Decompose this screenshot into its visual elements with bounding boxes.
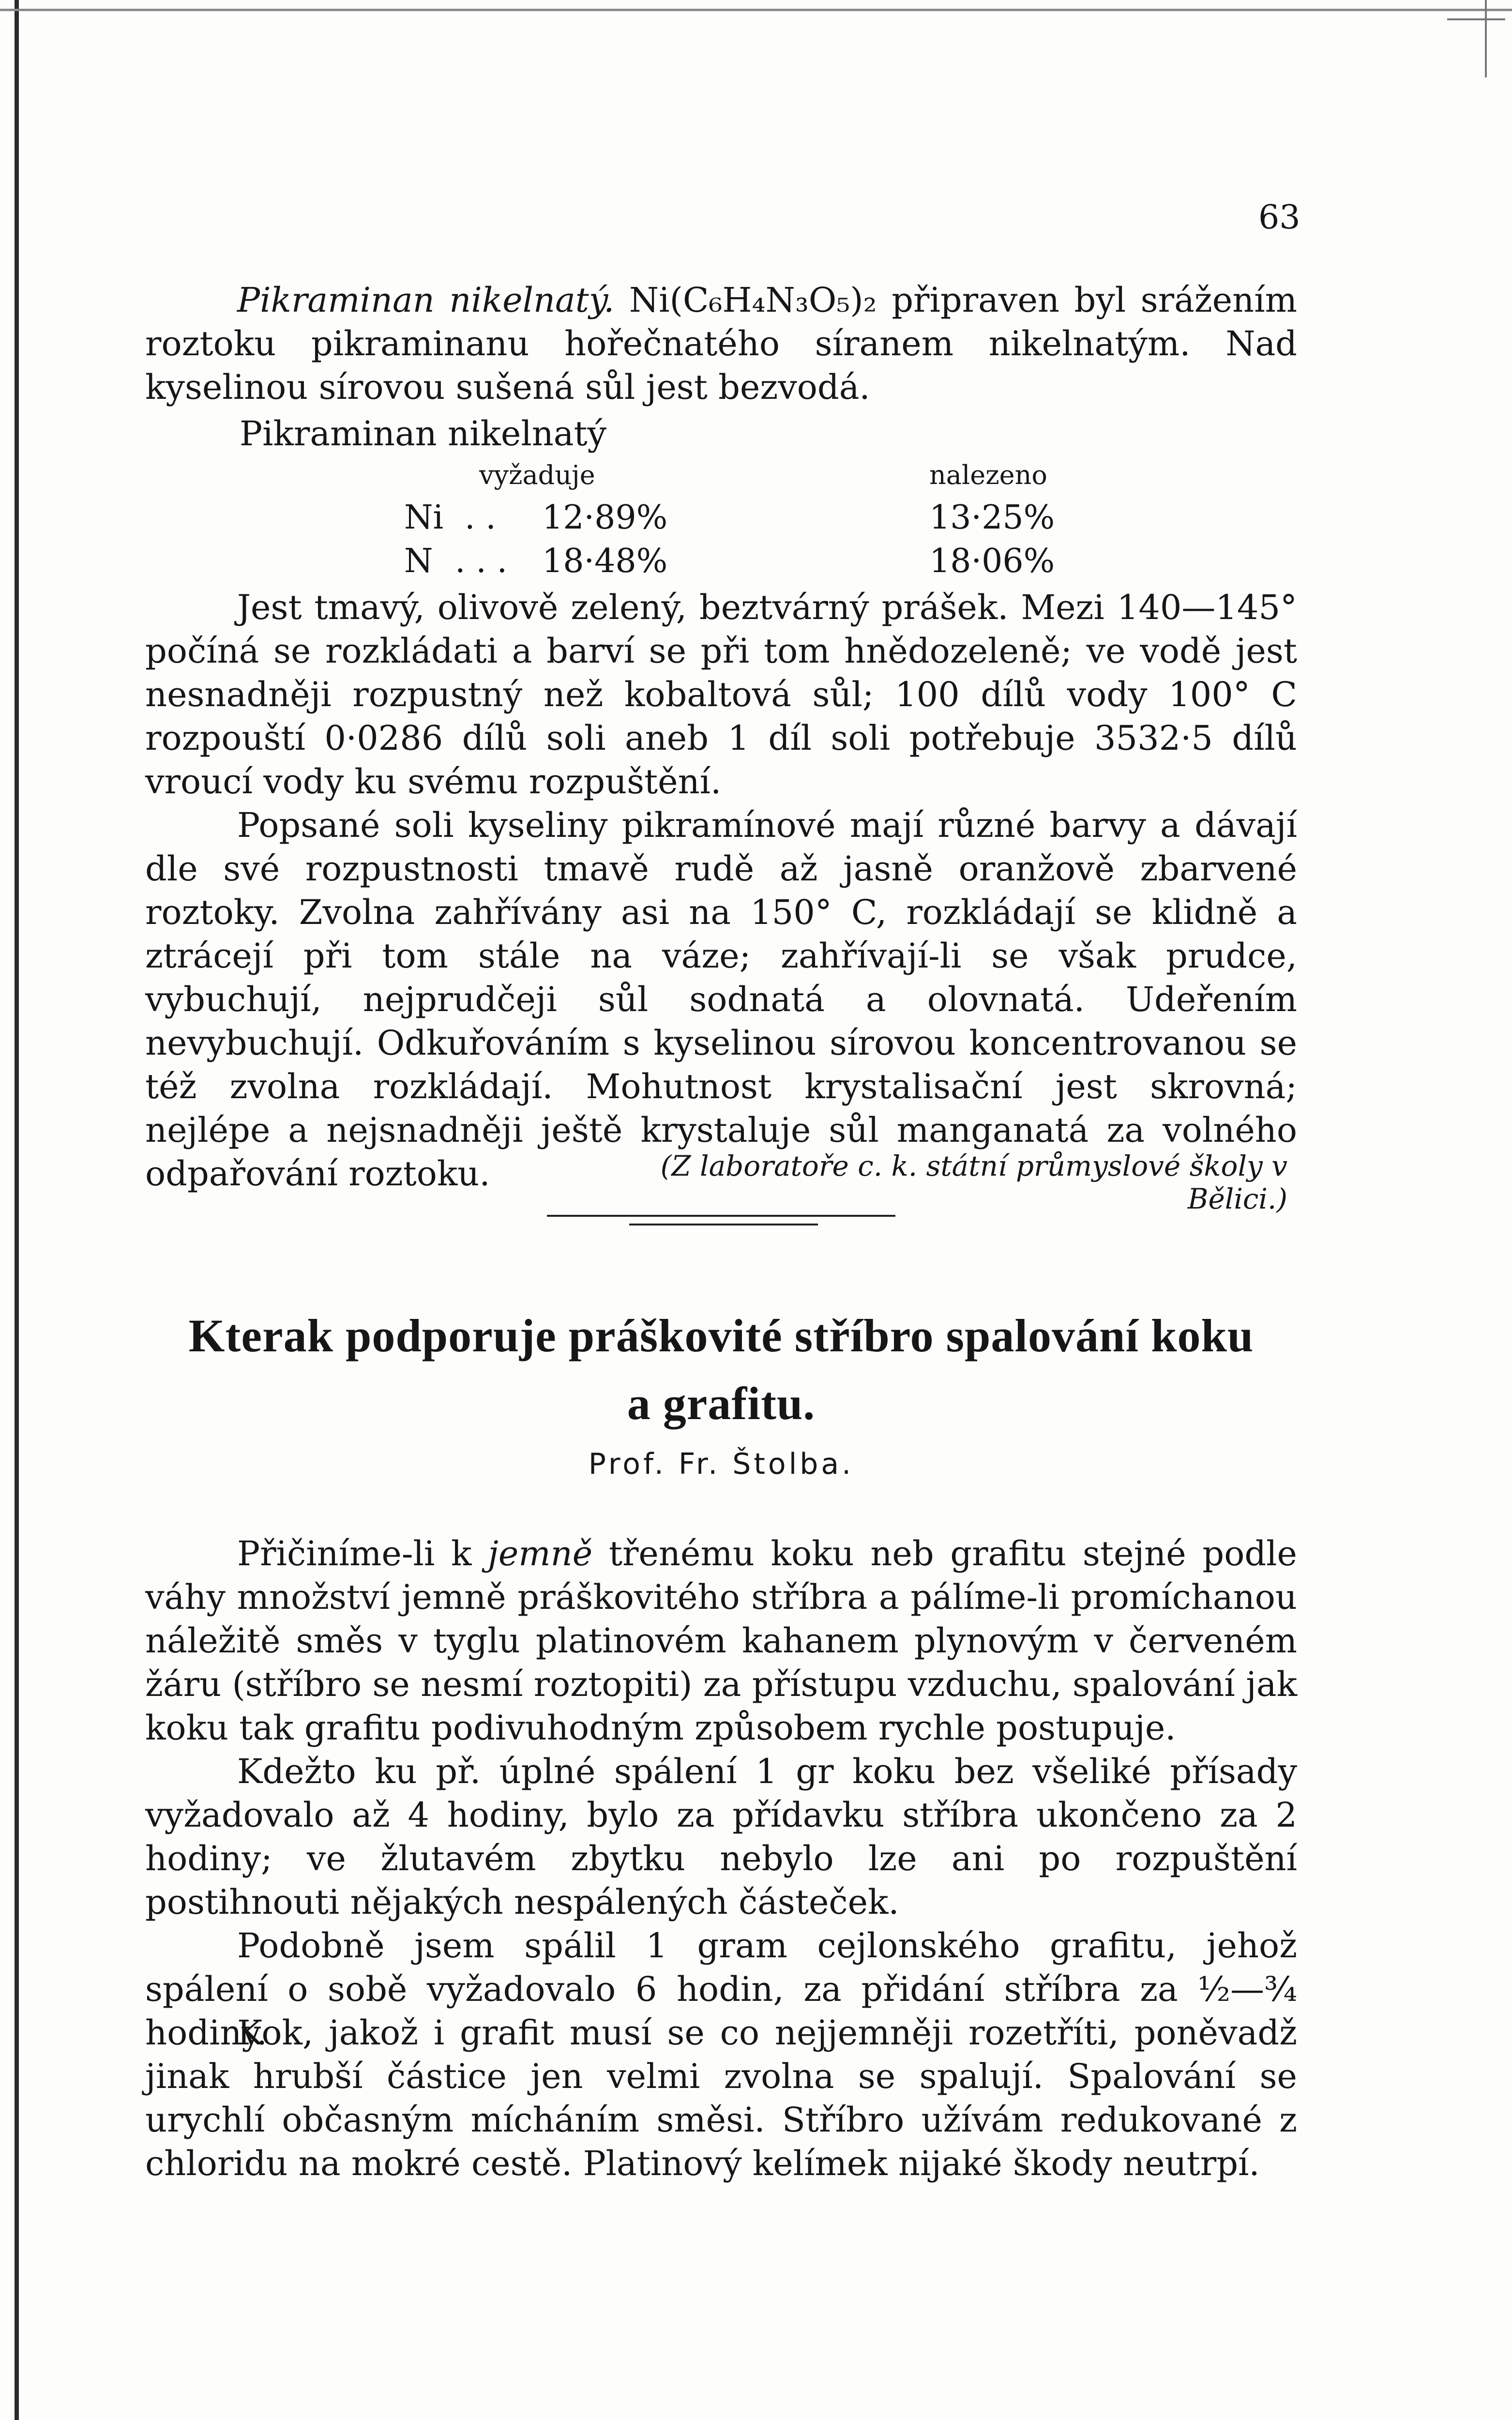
paragraph-pikraminan-nikelnaty xyxy=(145,278,1297,409)
article-paragraph: Kdežto ku př. úplné spálení 1 gr koku bez všeliké přísady vyžadovalo až 4 hodiny, bylo za přídavku stříbra ukončeno za 2 hodiny; ve žlutavém zbytku nebylo lze ani po rozpuštění postihnouti nějakých nespálených částeček. xyxy=(145,1752,1297,1922)
separator-rule xyxy=(547,1215,895,1217)
source-note: (Z laboratoře c. k. státní průmyslové školy v Bělici.) xyxy=(660,1150,1287,1215)
paragraph-text: připraven byl srážením roztoku pikraminanu hořečnatého síranem nikelnatým. Nad kyselinou sírovou sušená sůl jest bezvodá. xyxy=(145,280,1297,407)
separator-rule xyxy=(629,1224,818,1225)
article-author: Prof. Fr. Štolba. xyxy=(588,1447,854,1481)
paragraph-salts-summary: Popsané soli kyseliny pikramínové mají různé barvy a dávají dle své rozpustnosti tmavě rudě až jasně oranžově zbarvené roztoky. Zvolna zahřívány asi na 150° C, rozkládají se klidně a ztrácejí při tom stále na váze; zahřívají-li se však prudce, vybuchují, nejprudčeji sůl sodnatá a olovnatá. Udeřením nevybuchují. Odkuřováním s kyselinou sírovou koncentrovanou se též zvolna rozkládají. Mohutnost krystalisační jest skrovná; nejlépe a nejsnadněji ještě krystaluje sůl manganatá za volného odpařování roztoku. xyxy=(145,805,1297,1194)
analysis-results-table xyxy=(145,460,1297,590)
paragraph-properties: Jest tmavý, olivově zelený, beztvárný prášek. Mezi 140—145° počíná se rozkládati a barví se při tom hnědozeleně; ve vodě jest nesnadněji rozpustný než kobaltová sůl; 100 dílů vody 100° C rozpouští 0·0286 dílů soli aneb 1 díl soli potřebuje 3532·5 dílů vroucí vody ku svému rozpuštění. xyxy=(145,588,1297,802)
scan-edge-right xyxy=(1485,0,1487,77)
article-title xyxy=(145,1302,1297,1437)
element-label: N xyxy=(404,542,433,580)
leader-dots: . . . xyxy=(455,542,508,580)
leader-dots: . . xyxy=(465,499,496,537)
column-header-required: vyžaduje xyxy=(479,460,595,490)
title-line: a grafitu. xyxy=(627,1377,816,1429)
scan-edge-top xyxy=(0,9,1512,11)
found-value: 18·06% xyxy=(929,542,1055,580)
title-line: Kterak podporuje práškovité stříbro spalování koku xyxy=(188,1310,1254,1361)
scan-edge-left xyxy=(15,0,19,2420)
required-value: 12·89% xyxy=(542,499,668,537)
compound-name: Pikraminan nikelnatý. xyxy=(237,280,615,320)
required-value: 18·48% xyxy=(542,542,668,580)
found-value: 13·25% xyxy=(929,499,1055,537)
emphasis: jemně xyxy=(488,1534,593,1573)
results-heading: Pikraminan nikelnatý xyxy=(240,414,607,454)
scan-edge-right-mark xyxy=(1447,18,1505,20)
article-paragraph: Podobně jsem spálil 1 gram cejlonského grafitu, jehož spálení o sobě vyžadovalo 6 hodin, za přidání stříbra za ½—¾ hodiny. xyxy=(145,1926,1297,2053)
article-paragraph: Kok, jakož i grafit musí se co nejjemněji rozetříti, poněvadž jinak hrubší částice jen velmi zvolna se spalují. Spalování se urychlí občasným mícháním směsi. Stříbro užívám redukované z chloridu na mokré cestě. Platinový kelímek nijaké škody neutrpí. xyxy=(145,2013,1297,2183)
element-label: Ni xyxy=(404,499,444,537)
article-paragraph: Přičiníme-li k jemně třenému koku neb grafitu stejné podle váhy množství jemně práškovitého stříbra a pálíme-li promíchanou náležitě směs v tyglu platinovém kahanem plynovým v červeném žáru (stříbro se nesmí roztopiti) za přístupu vzduchu, spalování jak koku tak grafitu podivuhodným způsobem rychle postupuje. xyxy=(145,1534,1297,1748)
column-header-found: nalezeno xyxy=(929,460,1047,490)
compound-formula: Ni(C₆H₄N₃O₅)₂ xyxy=(629,280,877,320)
page-number: 63 xyxy=(1258,198,1300,237)
